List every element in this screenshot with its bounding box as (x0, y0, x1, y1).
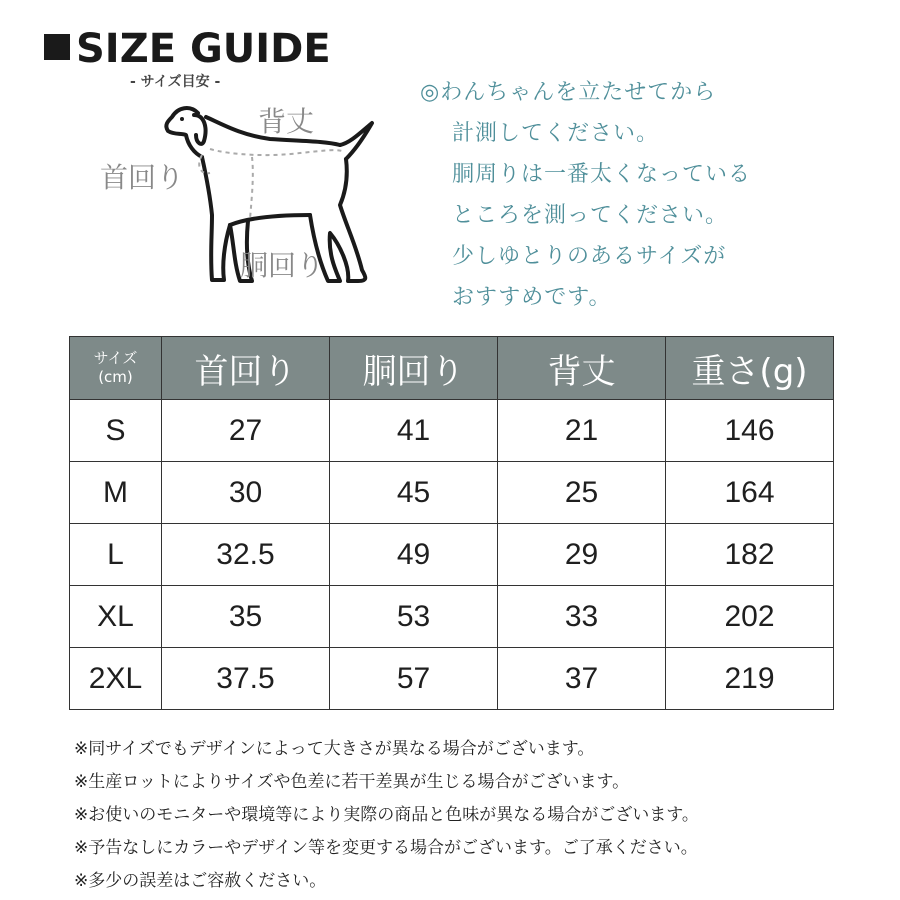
value-cell: 219 (666, 648, 834, 710)
instruction-line: 少しゆとりのあるサイズが (452, 244, 727, 269)
header-size-unit (70, 337, 162, 400)
value-cell: 37 (498, 648, 666, 710)
value-cell: 41 (330, 400, 498, 462)
table-row (70, 524, 834, 586)
value-cell: 33 (498, 586, 666, 648)
header-neck: 首回り (162, 337, 330, 400)
value-cell: 21 (498, 400, 666, 462)
header-chest: 胴回り (330, 337, 498, 400)
header-weight: 重さ(g) (666, 337, 834, 400)
measurement-instructions (420, 72, 751, 318)
disclaimer-notes (74, 733, 699, 898)
value-cell: 53 (330, 586, 498, 648)
title-text: SIZE GUIDE (76, 26, 331, 72)
value-cell: 25 (498, 462, 666, 524)
value-cell: 32.5 (162, 524, 330, 586)
value-cell: 146 (666, 400, 834, 462)
page-title (44, 26, 331, 72)
value-cell: 29 (498, 524, 666, 586)
table-row (70, 648, 834, 710)
size-table (69, 336, 834, 710)
size-cell: L (70, 524, 162, 586)
table-row (70, 400, 834, 462)
table-row (70, 586, 834, 648)
table-header-row (70, 337, 834, 400)
label-neck: 首回り (100, 161, 185, 194)
note-line: ※生産ロットによりサイズや色差に若干差異が生じる場合がございます。 (74, 772, 630, 792)
header-back: 背丈 (498, 337, 666, 400)
value-cell: 164 (666, 462, 834, 524)
value-cell: 30 (162, 462, 330, 524)
value-cell: 202 (666, 586, 834, 648)
instruction-line: ところを測ってください。 (452, 203, 729, 228)
value-cell: 49 (330, 524, 498, 586)
size-cell: 2XL (70, 648, 162, 710)
header-unit-label: (cm) (98, 368, 133, 386)
note-line: ※お使いのモニターや環境等により実際の商品と色味が異なる場合がございます。 (74, 805, 699, 825)
size-cell: M (70, 462, 162, 524)
note-line: ※同サイズでもデザインによって大きさが異なる場合がございます。 (74, 739, 595, 759)
value-cell: 57 (330, 648, 498, 710)
note-line: ※多少の誤差はご容赦ください。 (74, 871, 327, 891)
label-chest: 胴回り (240, 249, 325, 282)
table-row (70, 462, 834, 524)
note-line: ※予告なしにカラーやデザイン等を変更する場合がございます。ご了承ください。 (74, 838, 698, 858)
instruction-line: ◎わんちゃんを立たせてから (420, 80, 717, 105)
value-cell: 37.5 (162, 648, 330, 710)
header-size-label: サイズ (93, 349, 138, 367)
value-cell: 27 (162, 400, 330, 462)
size-cell: S (70, 400, 162, 462)
value-cell: 45 (330, 462, 498, 524)
square-bullet-icon (44, 34, 70, 60)
label-back-length: 背丈 (258, 105, 315, 138)
size-cell: XL (70, 586, 162, 648)
instruction-line: 計測してください。 (452, 121, 660, 146)
page-subtitle: - サイズ目安 - (130, 74, 221, 90)
value-cell: 35 (162, 586, 330, 648)
instruction-line: 胴周りは一番太くなっている (452, 162, 752, 187)
value-cell: 182 (666, 524, 834, 586)
instruction-line: おすすめです。 (452, 285, 612, 310)
